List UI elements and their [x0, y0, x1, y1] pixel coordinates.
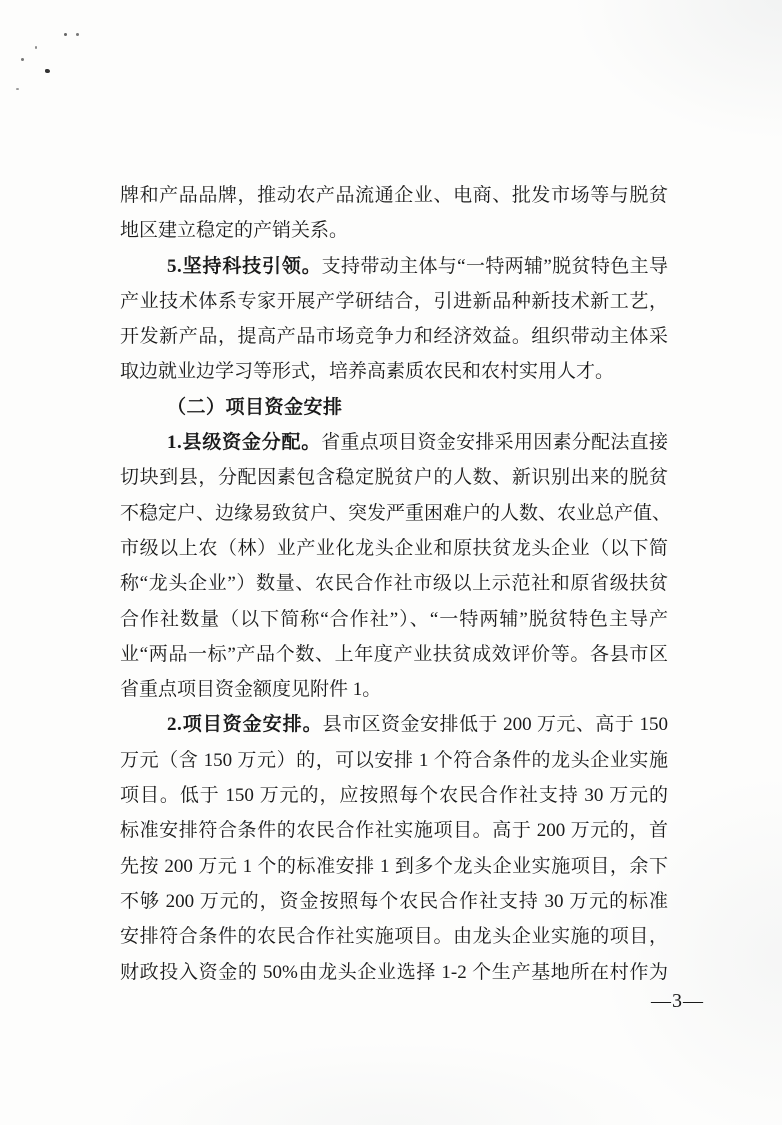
text-line: 先按 200 万元 1 个的标准安排 1 到多个龙头企业实施项目，余下: [120, 855, 668, 877]
scan-speckle: [35, 46, 37, 49]
text-line: 省重点项目资金额度见附件 1。: [120, 679, 382, 701]
text-line: 牌和产品品牌，推动农产品流通企业、电商、批发市场等与脱贫: [120, 185, 668, 206]
text-line: 合作社数量（以下简称“合作社”）、“一特两辅”脱贫特色主导产: [120, 608, 668, 630]
page-number: —3—: [651, 990, 704, 1012]
text-line: 产业技术体系专家开展产学研结合，引进新品种新技术新工艺，: [120, 290, 668, 312]
text-line: 1.县级资金分配。省重点项目资金安排采用因素分配法直接: [167, 432, 668, 454]
scan-speckle: [16, 88, 19, 90]
text-line: [120, 390, 668, 425]
text-line: 标准安排符合条件的农民合作社实施项目。高于 200 万元的，首: [120, 820, 668, 842]
text-line: 开发新产品，提高产品市场竞争力和经济效益。组织带动主体采: [120, 326, 668, 348]
text-line: 地区建立稳定的产销关系。: [120, 220, 349, 242]
text-line: 万元（含 150 万元）的，可以安排 1 个符合条件的龙头企业实施: [120, 749, 668, 771]
text-line: 财政投入资金的 50%由龙头企业选择 1-2 个生产基地所在村作为: [120, 961, 668, 983]
text-line-bold-lead: 1.县级资金分配。: [167, 432, 322, 454]
text-line: 项目。低于 150 万元的，应按照每个农民合作社支持 30 万元的: [120, 785, 668, 807]
text-line-bold-lead: （二）项目资金安排: [167, 396, 343, 418]
scan-speckle: [64, 33, 67, 36]
text-line: 5.坚持科技引领。支持带动主体与“一特两辅”脱贫特色主导: [167, 255, 668, 277]
text-line: 业“两品一标”产品个数、上年度产业扶贫成效评价等。各县市区: [120, 643, 668, 665]
document-lines: [120, 178, 672, 990]
text-line: 不稳定户、边缘易致贫户、突发严重困难户的人数、农业总产值、: [120, 502, 672, 524]
text-line: 2.项目资金安排。县市区资金安排低于 200 万元、高于 150: [167, 714, 668, 736]
text-line: 不够 200 万元的，资金按照每个农民合作社支持 30 万元的标准: [120, 890, 668, 912]
scan-speckle: [45, 69, 50, 73]
text-line-bold-lead: 2.项目资金安排。: [167, 714, 323, 736]
text-line: 切块到县，分配因素包含稳定脱贫户的人数、新识别出来的脱贫: [120, 467, 668, 489]
scan-speckle: [76, 33, 79, 36]
text-line-bold-lead: 5.坚持科技引领。: [167, 255, 322, 277]
text-line: 取边就业边学习等形式，培养高素质农民和农村实用人才。: [120, 361, 615, 383]
scan-speckle: [21, 58, 24, 61]
text-line: 安排符合条件的农民合作社实施项目。由龙头企业实施的项目，: [120, 926, 668, 948]
text-line: 市级以上农（林）业产业化龙头企业和原扶贫龙头企业（以下简: [120, 537, 668, 559]
text-line: 称“龙头企业”）数量、农民合作社市级以上示范社和原省级扶贫: [120, 573, 668, 595]
